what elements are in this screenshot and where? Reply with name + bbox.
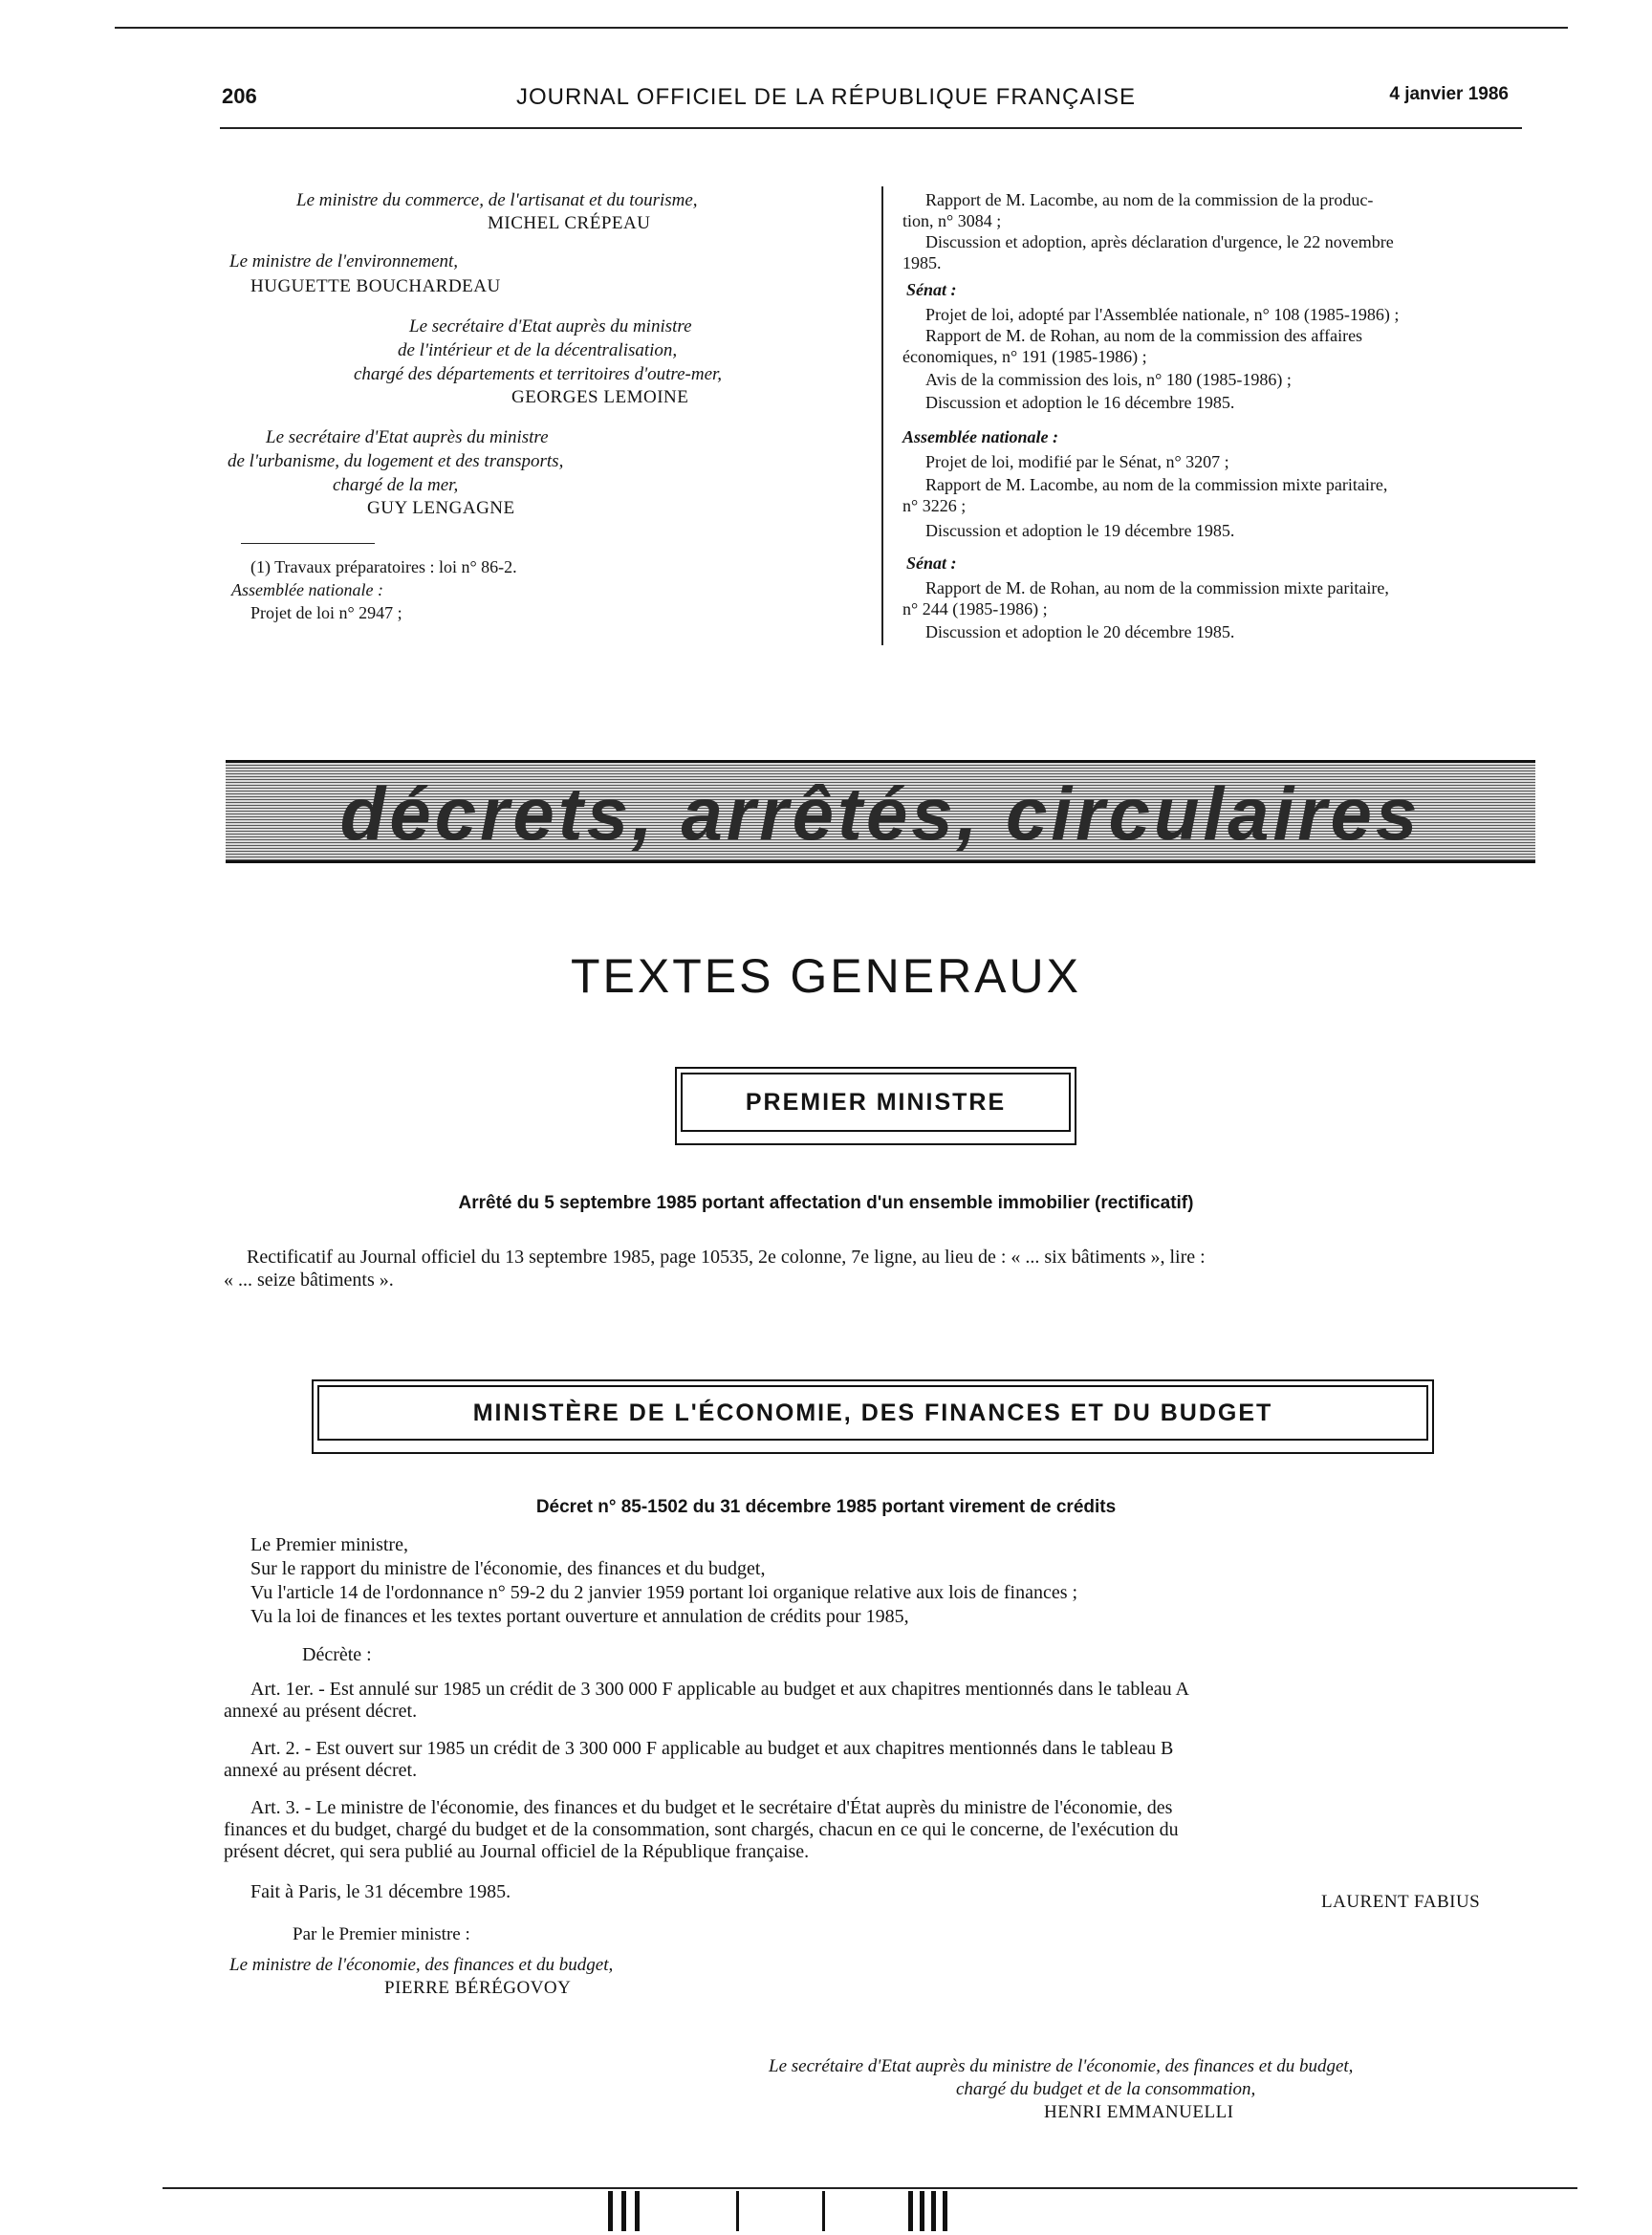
- text-line: Rapport de M. de Rohan, au nom de la commission mixte paritaire,: [925, 578, 1389, 597]
- signature-title: chargé du budget et de la consommation,: [956, 2079, 1256, 2099]
- text-line: Discussion et adoption, après déclaration d'urgence, le 22 novembre: [925, 232, 1394, 251]
- signature-name: GUY LENGAGNE: [367, 498, 515, 518]
- text-line: Rapport de M. Lacombe, au nom de la commission mixte paritaire,: [925, 475, 1388, 494]
- print-mark: [920, 2191, 924, 2231]
- footnote: (1) Travaux préparatoires : loi n° 86-2.: [250, 557, 517, 576]
- column-divider: [881, 186, 883, 645]
- signature-name: PIERRE BÉRÉGOVOY: [384, 1978, 572, 1998]
- premier-ministre-label: PREMIER MINISTRE: [681, 1073, 1071, 1132]
- footnote-rule: [241, 543, 375, 544]
- premier-ministre-box: [675, 1067, 1076, 1145]
- article-3: Art. 3. - Le ministre de l'économie, des finances et du budget et le secrétaire d'État auprès du ministre de l'économie, des: [250, 1797, 1173, 1818]
- text-line: tion, n° 3084 ;: [902, 211, 1002, 230]
- text-line: 1985.: [902, 253, 942, 272]
- article-3: présent décret, qui sera publié au Journal officiel de la République française.: [224, 1841, 810, 1862]
- header-rule: [220, 127, 1522, 129]
- print-mark: [621, 2191, 626, 2231]
- signature-title: Le secrétaire d'Etat auprès du ministre de l'économie, des finances et du budget,: [769, 2056, 1354, 2076]
- signature-name: MICHEL CRÉPEAU: [488, 213, 651, 233]
- ministere-economie-label: MINISTÈRE DE L'ÉCONOMIE, DES FINANCES ET DU BUDGET: [317, 1385, 1428, 1441]
- print-mark: [608, 2191, 613, 2231]
- paragraph: Sur le rapport du ministre de l'économie, des finances et du budget,: [250, 1558, 766, 1579]
- signature-title: Le ministre du commerce, de l'artisanat et du tourisme,: [296, 190, 698, 210]
- article-2: Art. 2. - Est ouvert sur 1985 un crédit de 3 300 000 F applicable au budget et aux chapitres mentionnés dans le tableau B: [250, 1738, 1174, 1759]
- signature-title: Le secrétaire d'Etat auprès du ministre: [266, 427, 549, 447]
- signature-title: chargé des départements et territoires d'outre-mer,: [354, 364, 723, 384]
- signature-title: chargé de la mer,: [333, 475, 459, 495]
- section-label: Assemblée nationale :: [902, 427, 1058, 446]
- text-line: économiques, n° 191 (1985-1986) ;: [902, 347, 1147, 366]
- journal-title: JOURNAL OFFICIEL DE LA RÉPUBLIQUE FRANÇAISE: [515, 84, 1137, 110]
- print-mark: [931, 2191, 936, 2231]
- print-mark: [635, 2191, 640, 2231]
- signature-title: Le ministre de l'environnement,: [229, 251, 459, 271]
- text-line: Rapport de M. de Rohan, au nom de la commission des affaires: [925, 326, 1363, 345]
- text-line: n° 3226 ;: [902, 496, 967, 515]
- banner-text: décrets, arrêtés, circulaires: [339, 771, 1422, 856]
- fait-a-paris: Fait à Paris, le 31 décembre 1985.: [250, 1881, 511, 1902]
- text-line: Rapport de M. Lacombe, au nom de la commission de la produc-: [925, 190, 1374, 209]
- paragraph: Vu l'article 14 de l'ordonnance n° 59-2 du 2 janvier 1959 portant loi organique relative aux lois de finances ;: [250, 1582, 1078, 1603]
- decrete-label: Décrète :: [302, 1644, 372, 1665]
- signature-title: de l'intérieur et de la décentralisation,: [398, 340, 678, 360]
- print-mark: [822, 2191, 825, 2231]
- signature-name: HENRI EMMANUELLI: [1044, 2102, 1234, 2122]
- article-2: annexé au présent décret.: [224, 1760, 418, 1781]
- print-mark: [736, 2191, 739, 2231]
- print-mark: [908, 2191, 913, 2231]
- signature-title: de l'urbanisme, du logement et des transports,: [228, 451, 564, 471]
- paragraph: Le Premier ministre,: [250, 1534, 408, 1555]
- article-1: Art. 1er. - Est annulé sur 1985 un crédit de 3 300 000 F applicable au budget et aux chapitres mentionnés dans le tableau A: [250, 1679, 1189, 1700]
- text-line: Discussion et adoption le 19 décembre 1985.: [925, 521, 1235, 540]
- text-line: Avis de la commission des lois, n° 180 (1985-1986) ;: [925, 370, 1292, 389]
- text-line: Projet de loi, adopté par l'Assemblée nationale, n° 108 (1985-1986) ;: [925, 305, 1400, 324]
- paragraph: Vu la loi de finances et les textes portant ouverture et annulation de crédits pour 1985,: [250, 1606, 909, 1627]
- text-line: n° 244 (1985-1986) ;: [902, 599, 1048, 618]
- top-rule: [115, 27, 1568, 29]
- section-banner: [226, 760, 1535, 863]
- print-mark: [943, 2191, 947, 2231]
- rectificatif-text: « ... seize bâtiments ».: [224, 1269, 394, 1291]
- par-premier-ministre: Par le Premier ministre :: [293, 1924, 470, 1944]
- decret-title: Décret n° 85-1502 du 31 décembre 1985 portant virement de crédits: [535, 1497, 1117, 1517]
- ministere-economie-box: [312, 1379, 1434, 1454]
- section-title: TEXTES GENERAUX: [571, 949, 1081, 1003]
- signature-name: LAURENT FABIUS: [1321, 1892, 1481, 1912]
- text-line: Discussion et adoption le 20 décembre 1985.: [925, 622, 1235, 641]
- arrete-title: Arrêté du 5 septembre 1985 portant affectation d'un ensemble immobilier (rectificatif): [458, 1193, 1194, 1213]
- signature-title: Le secrétaire d'Etat auprès du ministre: [409, 316, 692, 336]
- footnote: Projet de loi n° 2947 ;: [250, 603, 402, 622]
- text-line: Projet de loi, modifié par le Sénat, n° 3207 ;: [925, 452, 1229, 471]
- bottom-rule: [163, 2187, 1577, 2189]
- signature-name: GEORGES LEMOINE: [511, 387, 689, 407]
- issue-date: 4 janvier 1986: [1389, 84, 1509, 104]
- section-label: Sénat :: [906, 553, 957, 573]
- article-1: annexé au présent décret.: [224, 1701, 418, 1722]
- section-label: Sénat :: [906, 280, 957, 299]
- page-number: 206: [222, 84, 257, 108]
- footnote: Assemblée nationale :: [231, 580, 383, 599]
- signature-name: HUGUETTE BOUCHARDEAU: [250, 276, 501, 296]
- article-3: finances et du budget, chargé du budget et de la consommation, sont chargés, chacun en ce qui le concerne, de l'exécution du: [224, 1819, 1179, 1840]
- signature-title: Le ministre de l'économie, des finances et du budget,: [229, 1955, 614, 1975]
- text-line: Discussion et adoption le 16 décembre 1985.: [925, 393, 1235, 412]
- rectificatif-text: Rectificatif au Journal officiel du 13 septembre 1985, page 10535, 2e colonne, 7e ligne, au lieu de : « ... six bâtiments », lire :: [247, 1247, 1206, 1268]
